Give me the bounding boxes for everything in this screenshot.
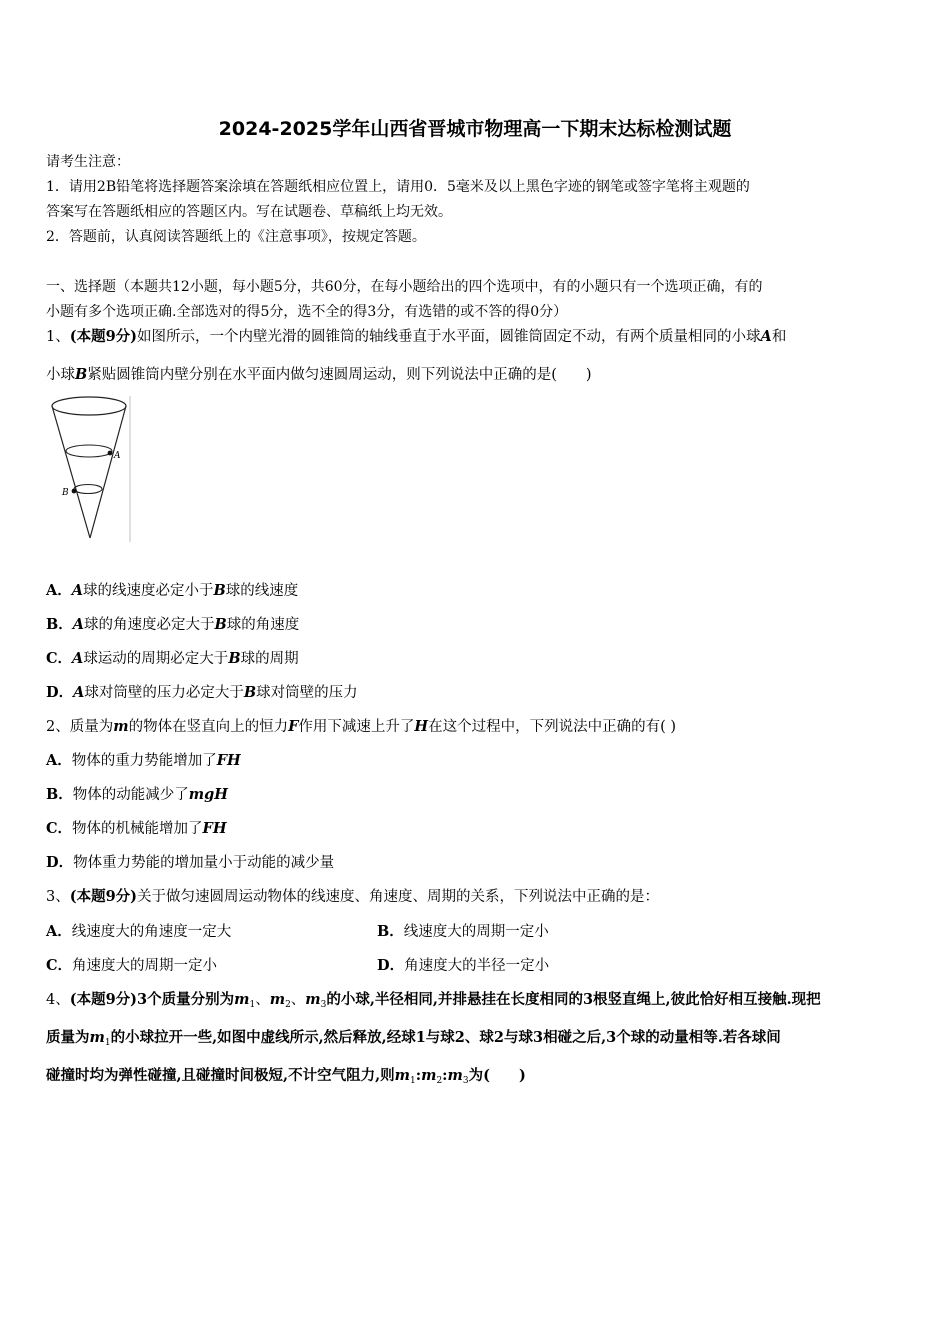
option-var: B [214,616,227,633]
q1-var-a: A [760,328,772,345]
option-text: 物体的机械能增加了 [72,821,203,837]
q4-var-m: m [394,1067,410,1084]
q4-subscript: 1 [104,1038,111,1048]
q4-var-m: m [447,1067,463,1084]
option-label: D． [46,684,74,701]
option-label: B． [46,786,73,803]
cone-top-rim [52,397,126,415]
ball-b [72,489,77,494]
option-text: 球运动的周期必定大于 [83,651,229,667]
option-text: 球的线速度必定小于 [83,583,214,599]
q4-var-m: m [234,991,250,1008]
q2-text: 作用下减速上升了 [298,719,415,735]
q2-stem [46,718,676,736]
notice-item-1: 1．请用2B铅笔将选择题答案涂填在答题纸相应位置上，请用0．5毫米及以上黑色字迹的钢笔或签字笔将主观题的 [46,179,750,195]
section-heading-cont: 小题有多个选项正确.全部选对的得5分，选不全的得3分，有选错的或不答的得0分） [46,304,568,320]
q4-subscript: 2 [285,1000,291,1010]
q3-option-c [46,957,217,975]
q1-stem-line2 [46,366,592,384]
option-label: A． [46,752,72,769]
option-text: 物体的重力势能增加了 [71,753,217,769]
q4-sep: 、 [255,992,270,1008]
q1-option-c [46,650,299,668]
option-var: A [72,650,84,667]
q4-var-m: m [269,991,286,1008]
q4-var-m: m [305,991,321,1008]
option-text: 角速度大的半径一定小 [404,958,550,974]
orbit-a [66,445,112,457]
option-text: 球的周期 [240,651,299,667]
option-text: 物体的动能减少了 [72,787,189,803]
q4-text: 碰撞时均为弹性碰撞,且碰撞时间极短,不计空气阻力,则 [46,1067,395,1084]
q3-number: 3、 [46,889,70,905]
q2-option-d [46,854,334,872]
option-var: B [213,582,226,599]
option-var: mgH [188,786,228,803]
q2-text: 的物体在竖直向上的恒力 [128,719,289,735]
q4-sep: : [415,1067,422,1084]
q2-text: 质量为 [69,719,114,735]
cone-left-side [52,406,90,538]
option-var: A [73,684,85,701]
q4-subscript: 1 [410,1076,416,1086]
option-text: 物体重力势能的增加量小于动能的减少量 [73,855,335,871]
q1-stem-line1 [46,328,786,346]
q4-score: (本题9分) [69,991,138,1008]
q3-stem [46,888,659,906]
q2-var-m: m [113,718,129,735]
q1-score: (本题9分) [69,328,138,345]
q4-text: 的小球拉开一些,如图中虚线所示,然后释放,经球1与球2、球2与球3相碰之后,3个球的动量相等.若各球间 [110,1029,781,1046]
q2-number: 2、 [46,719,70,735]
ball-a [108,451,113,456]
q2-option-c [46,820,227,838]
option-label: B． [377,923,404,940]
q1-text-pre: 小球 [46,367,75,383]
q2-text: 在这个过程中，下列说法中正确的有( ) [428,719,676,735]
q3-option-a [46,923,231,941]
option-label: B． [46,616,73,633]
cone-right-side [90,406,126,538]
option-label: C． [46,650,73,667]
q4-var-m: m [421,1067,437,1084]
orbit-b [74,485,102,494]
q4-subscript: 1 [249,1000,256,1010]
option-text: 球的角速度必定大于 [84,617,215,633]
option-text: 球的线速度 [225,583,299,599]
option-var: A [71,582,84,599]
q3-score: (本题9分) [69,888,138,905]
option-var: FH [202,820,227,837]
q2-var-f: F [288,718,299,735]
notice-heading: 请考生注意： [46,154,130,170]
section-heading: 一、选择题（本题共12小题，每小题5分，共60分，在每小题给出的四个选项中，有的小题只有一个选项正确，有的 [46,279,763,295]
cone-figure [44,392,134,544]
q4-stem-line1 [46,991,821,1014]
option-var: A [72,616,85,633]
option-label: D． [377,957,405,974]
q4-text: 的小球,半径相同,并排悬挂在长度相同的3根竖直绳上,彼此恰好相互接触.现把 [326,991,821,1008]
q4-text: 3个质量分别为 [137,991,235,1008]
q2-var-h: H [414,718,429,735]
q1-var-b: B [75,366,88,383]
q1-option-a [46,582,298,600]
option-label: A． [46,923,72,940]
q4-text: 为( ) [468,1067,526,1084]
q4-stem-line3 [46,1067,526,1090]
q4-text: 质量为 [46,1029,90,1046]
option-text: 球的角速度 [226,617,300,633]
option-text: 角速度大的周期一定小 [72,958,218,974]
q4-number: 4、 [46,992,70,1008]
option-text: 球对筒壁的压力必定大于 [84,685,244,701]
option-text: 球对筒壁的压力 [256,685,358,701]
q4-var-m: m [89,1029,105,1046]
page-title: 2024-2025学年山西省晋城市物理高一下期末达标检测试题 [218,118,732,140]
label-b: B [62,488,69,498]
q1-option-d [46,684,358,702]
notice-item-2: 2．答题前，认真阅读答题纸上的《注意事项》，按规定答题。 [46,229,426,245]
option-text: 线速度大的角速度一定大 [71,924,232,940]
option-label: C． [46,820,73,837]
option-var: B [243,684,257,701]
option-label: A． [46,582,72,599]
q1-text-end: 和 [771,329,787,345]
option-label: C． [46,957,73,974]
q3-option-d [377,957,549,975]
option-var: FH [216,752,241,769]
option-var: B [228,650,241,667]
q1-option-b [46,616,299,634]
q3-text: 关于做匀速圆周运动物体的线速度、角速度、周期的关系，下列说法中正确的是： [137,889,660,905]
label-a: A [114,451,121,461]
q4-subscript: 3 [320,1000,327,1010]
q2-option-b [46,786,228,804]
q4-sep: : [442,1067,448,1084]
q1-text: 如图所示，一个内壁光滑的圆锥筒的轴线垂直于水平面，圆锥筒固定不动，有两个质量相同的小球 [137,329,761,345]
q1-number: 1、 [46,329,70,345]
q4-sep: 、 [290,992,306,1008]
q2-option-a [46,752,241,770]
option-label: D． [46,854,74,871]
q4-subscript: 3 [462,1076,469,1086]
option-text: 线速度大的周期一定小 [403,924,549,940]
q1-text-2: 紧贴圆锥筒内壁分别在水平面内做匀速圆周运动，则下列说法中正确的是( ) [87,367,592,383]
q4-subscript: 2 [436,1076,443,1086]
q4-stem-line2 [46,1029,781,1052]
q3-option-b [377,923,549,941]
notice-item-1-cont: 答案写在答题纸相应的答题区内。写在试题卷、草稿纸上均无效。 [46,204,452,220]
